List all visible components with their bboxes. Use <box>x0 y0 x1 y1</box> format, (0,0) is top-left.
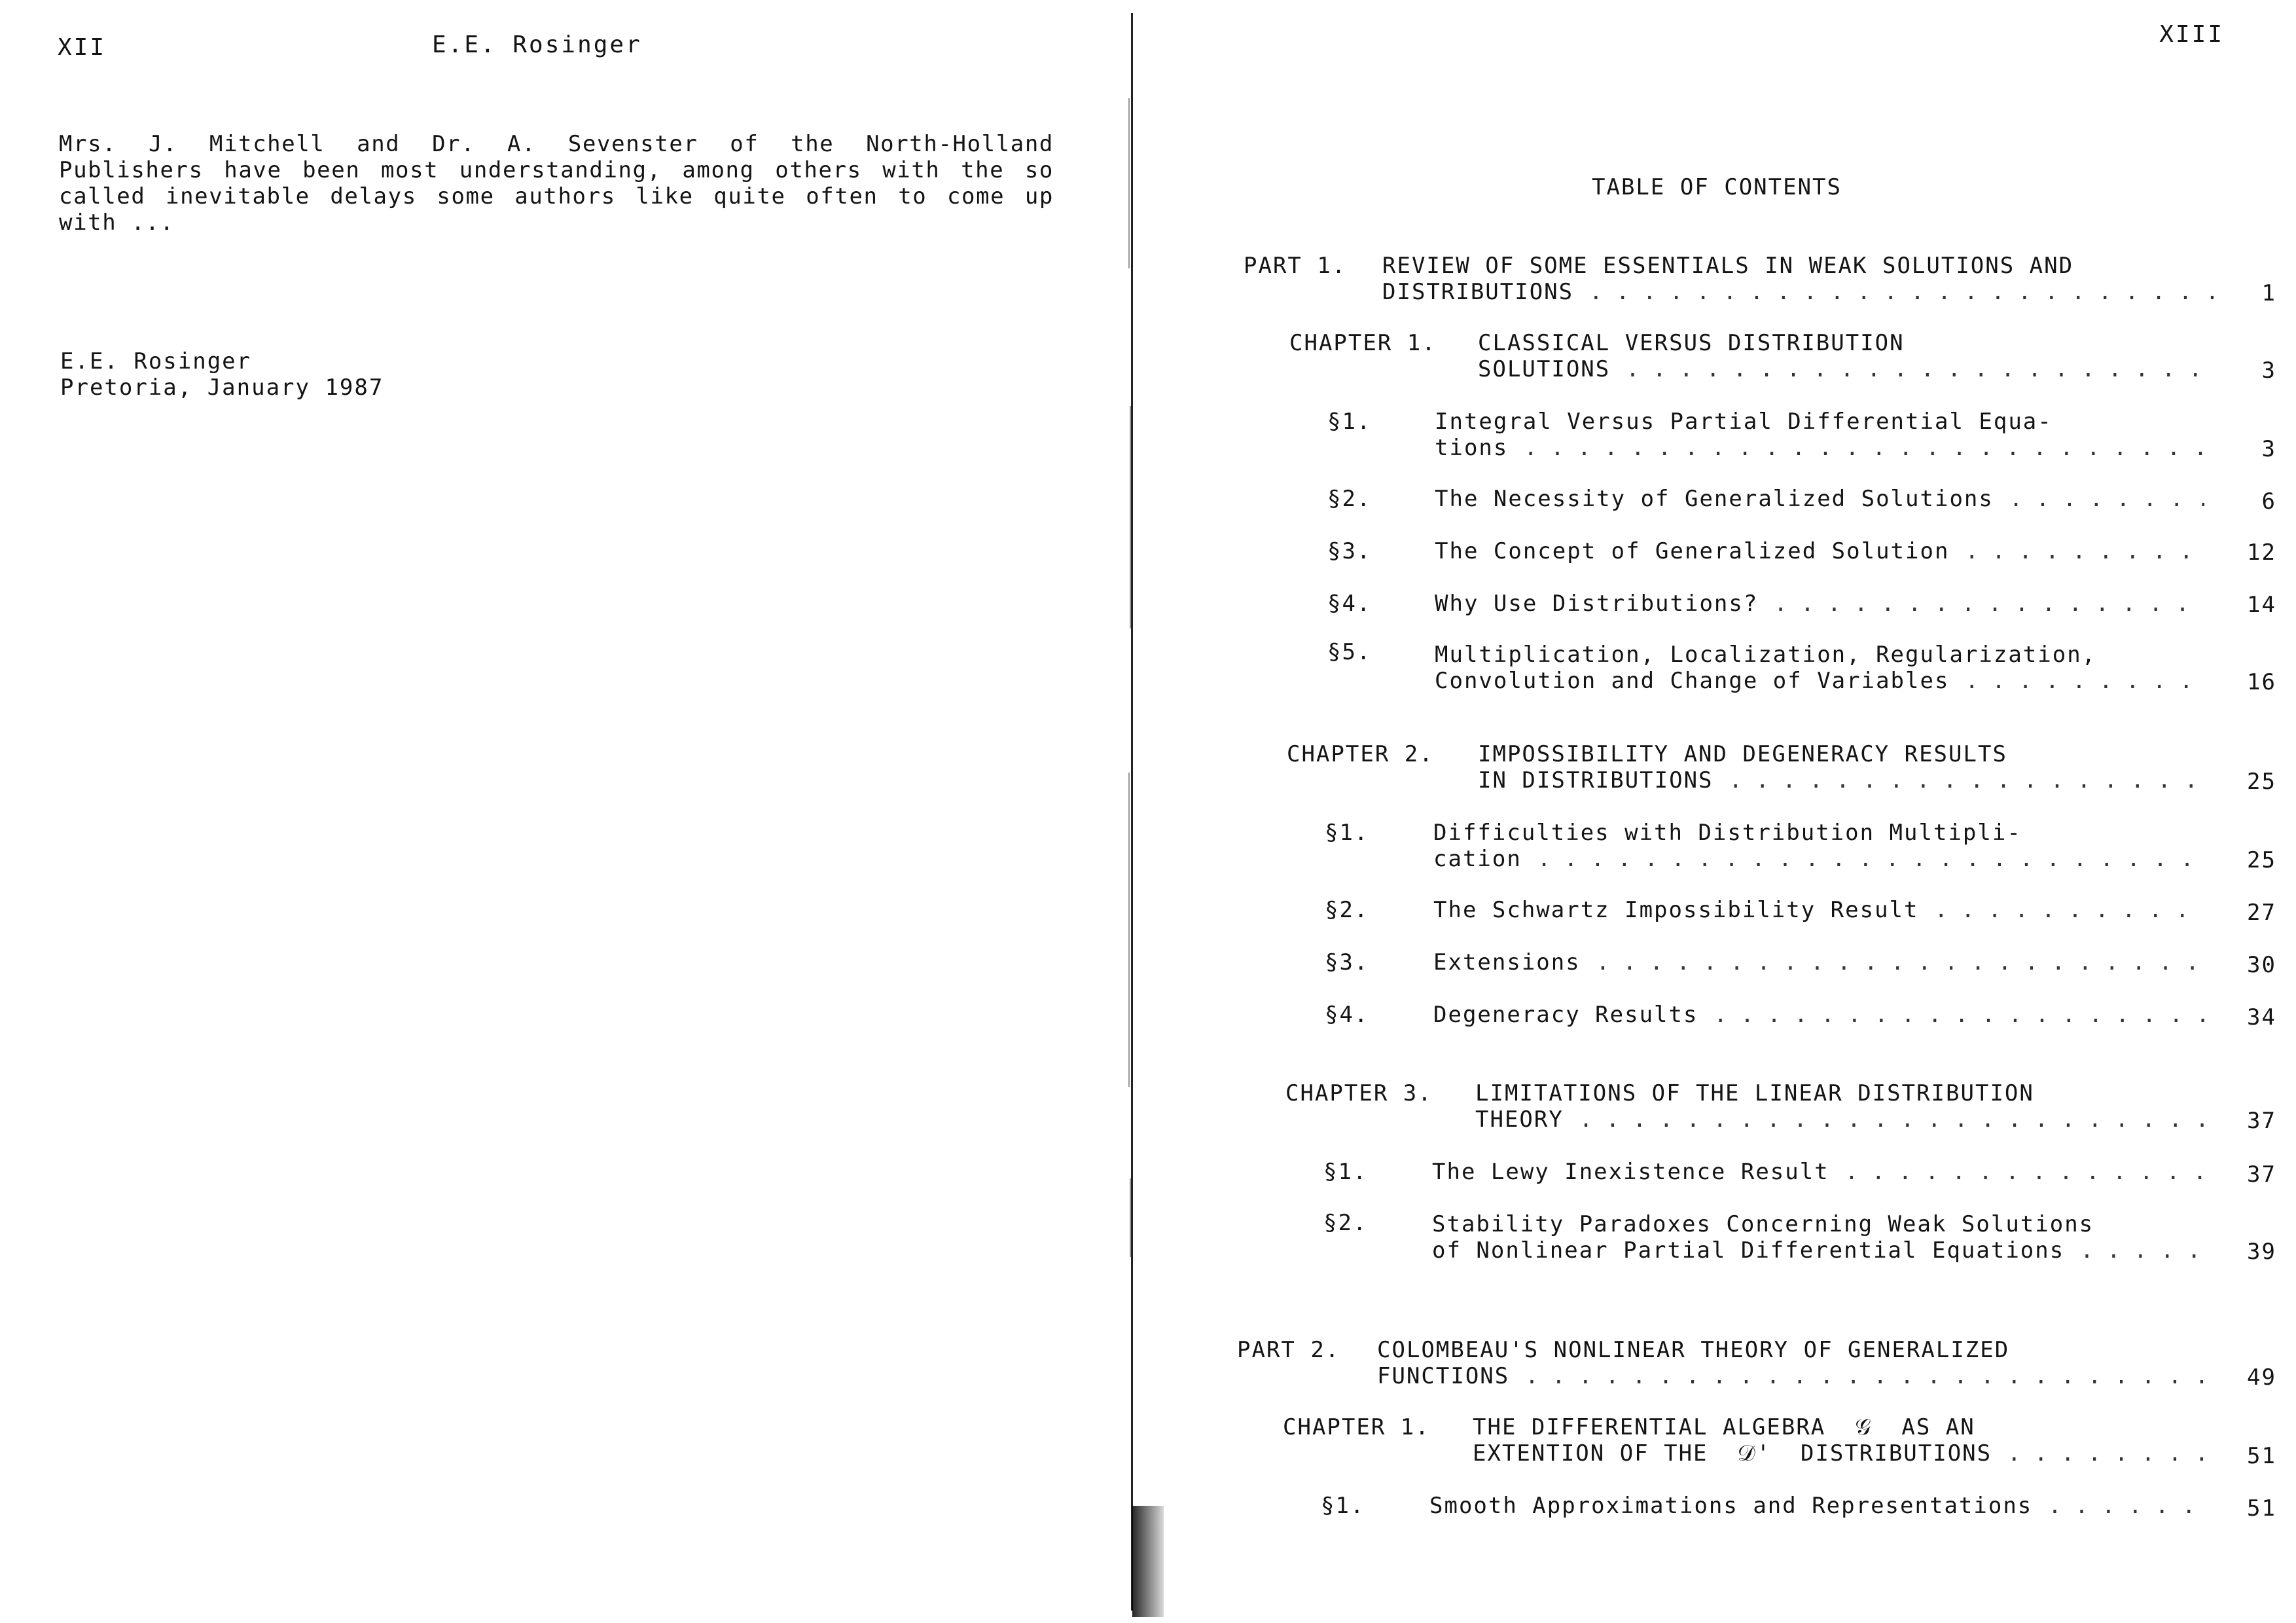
section-label: §5. <box>1327 639 1372 665</box>
section-title: Smooth Approximations and Representations <box>1429 1493 2033 1519</box>
leader-dots <box>1626 356 2215 382</box>
chapter-title: IMPOSSIBILITY AND DEGENERACY RESULTS <box>1478 741 2007 767</box>
leader-dots <box>1579 1106 2204 1133</box>
chapter-title-cont: SOLUTIONS <box>1478 356 1611 382</box>
leader-dots <box>1729 767 2215 793</box>
chapter-label: CHAPTER 1. <box>1289 330 1437 356</box>
leader-dots <box>1845 1159 2204 1185</box>
chapter-title-cont: THEORY <box>1475 1106 1564 1133</box>
page-ref: 25 <box>2247 769 2276 795</box>
leader-dots <box>2080 1237 2217 1264</box>
section-title: Multiplication, Localization, Regularization, <box>1435 642 2097 668</box>
leader-dots <box>1935 897 2204 923</box>
spine-rule <box>1131 13 1133 1611</box>
chapter-title: LIMITATIONS OF THE LINEAR DISTRIBUTION <box>1475 1080 2034 1106</box>
section-label: §2. <box>1325 897 1369 923</box>
part-title-cont: DISTRIBUTIONS <box>1382 279 1574 305</box>
page-ref: 51 <box>2247 1443 2276 1469</box>
section-title: Degeneracy Results <box>1433 1002 1698 1028</box>
acknowledgement-paragraph: Mrs. J. Mitchell and Dr. A. Sevenster of the North-Holland Publishers have been most understanding, among others with the so called inevitable delays some authors like quite often to come up with ... <box>59 131 1054 236</box>
toc-title: TABLE OF CONTENTS <box>1592 174 1842 200</box>
chapter-label: CHAPTER 1. <box>1283 1414 1430 1440</box>
page-number: XIII <box>2159 21 2224 48</box>
spine-shadow-line <box>1130 1178 1131 1257</box>
page-ref: 49 <box>2247 1364 2276 1391</box>
section-label: §2. <box>1327 486 1372 512</box>
section-label: §1. <box>1325 820 1369 846</box>
part-label: PART 1. <box>1244 253 1347 279</box>
page-ref: 14 <box>2247 592 2276 618</box>
page-ref: 12 <box>2247 539 2276 566</box>
part-title: COLOMBEAU'S NONLINEAR THEORY OF GENERALIZED <box>1377 1337 2010 1363</box>
part-label: PART 2. <box>1237 1337 1340 1363</box>
chapter-title-cont: IN DISTRIBUTIONS <box>1478 767 1713 793</box>
page-ref: 51 <box>2247 1495 2276 1522</box>
chapter-title: THE DIFFERENTIAL ALGEBRA 𝒢 AS AN <box>1473 1414 1975 1440</box>
left-page <box>0 0 1139 1623</box>
leader-dots <box>1589 279 2233 305</box>
page-ref: 27 <box>2247 900 2276 926</box>
chapter-title-cont: EXTENTION OF THE 𝒟' DISTRIBUTIONS <box>1473 1440 1992 1467</box>
section-title: Difficulties with Distribution Multipli- <box>1433 820 2022 846</box>
leader-dots <box>1774 591 2204 617</box>
page-number: XII <box>58 34 107 61</box>
page-ref: 34 <box>2247 1004 2276 1030</box>
leader-dots <box>1596 949 2204 976</box>
chapter-label: CHAPTER 3. <box>1285 1080 1433 1106</box>
part-title-cont: FUNCTIONS <box>1377 1363 1510 1389</box>
section-title: Integral Versus Partial Differential Equa- <box>1435 409 2053 435</box>
page-ref: 37 <box>2247 1108 2276 1134</box>
page-ref: 3 <box>2261 357 2276 384</box>
chapter-label: CHAPTER 2. <box>1287 741 1434 767</box>
leader-dots <box>1713 1002 2204 1028</box>
section-label: §1. <box>1323 1159 1368 1185</box>
page-ref: 39 <box>2247 1239 2276 1265</box>
section-label: §4. <box>1327 591 1372 617</box>
page-ref: 3 <box>2261 436 2276 462</box>
signature-place-date: Pretoria, January 1987 <box>60 374 384 401</box>
section-title: Why Use Distributions? <box>1435 591 1759 617</box>
leader-dots <box>1525 1363 2206 1389</box>
page-ref: 25 <box>2247 847 2276 873</box>
section-title: The Schwartz Impossibility Result <box>1433 897 1919 923</box>
spine-shadow-line <box>1128 98 1130 268</box>
spine-shadow-line <box>1128 773 1130 1087</box>
leader-dots <box>1537 846 2204 872</box>
running-head: E.E. Rosinger <box>432 31 642 58</box>
page-ref: 37 <box>2247 1161 2276 1188</box>
section-label: §1. <box>1327 409 1372 435</box>
section-title-cont: cation <box>1433 846 1522 872</box>
spine-shadow-line <box>1130 406 1131 629</box>
section-title: The Necessity of Generalized Solutions <box>1435 486 1994 512</box>
section-title: The Concept of Generalized Solution <box>1435 538 1950 564</box>
section-title: The Lewy Inexistence Result <box>1432 1159 1829 1185</box>
section-title: Stability Paradoxes Concerning Weak Solutions <box>1432 1211 2094 1237</box>
leader-dots <box>2048 1493 2204 1519</box>
section-title-cont: of Nonlinear Partial Differential Equations <box>1432 1237 2065 1264</box>
section-title-cont: tions <box>1435 435 1509 461</box>
leader-dots <box>2009 486 2204 512</box>
chapter-title: CLASSICAL VERSUS DISTRIBUTION <box>1478 330 1905 356</box>
section-title: Extensions <box>1433 949 1581 976</box>
page-ref: 6 <box>2261 488 2276 515</box>
section-label: §3. <box>1325 949 1369 976</box>
section-label: §2. <box>1323 1210 1368 1236</box>
section-label: §4. <box>1325 1002 1369 1028</box>
section-label: §3. <box>1327 538 1372 564</box>
page-ref: 30 <box>2247 952 2276 978</box>
leader-dots <box>2007 1440 2206 1467</box>
leader-dots <box>1965 538 2204 564</box>
section-label: §1. <box>1321 1493 1365 1519</box>
right-page <box>1139 0 2296 1623</box>
page-ref: 16 <box>2247 669 2276 695</box>
section-title-cont: Convolution and Change of Variables <box>1435 668 1950 694</box>
page-ref: 1 <box>2261 280 2276 306</box>
leader-dots <box>1965 668 2204 694</box>
signature-name: E.E. Rosinger <box>60 348 252 374</box>
leader-dots <box>1524 435 2204 461</box>
part-title: REVIEW OF SOME ESSENTIALS IN WEAK SOLUTIONS AND <box>1382 253 2074 279</box>
